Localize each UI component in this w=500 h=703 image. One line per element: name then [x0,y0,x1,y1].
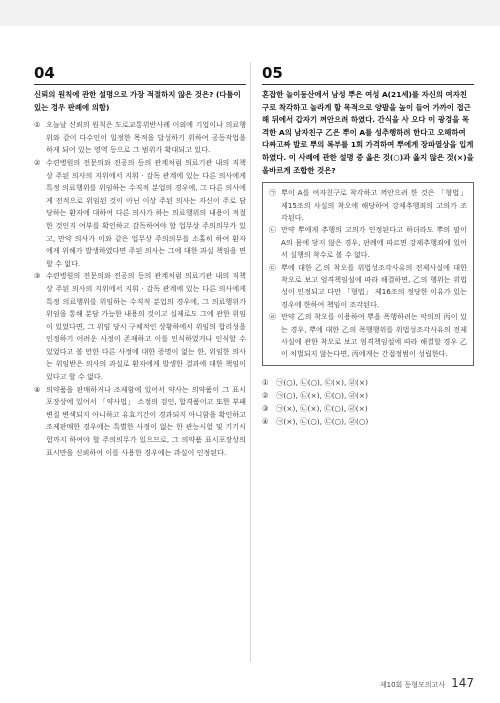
statement-c [269,262,467,312]
answer-text: ㉠(○), ㉡(○), ㉢(×), ㉣(×) [276,377,369,387]
option-number: ③ [34,271,41,281]
statement-d [269,311,467,361]
question-number-underline [34,84,246,85]
question-stem: 혼잡한 놀이동산에서 남성 뿌은 여성 A(21세)를 자신의 여자친구로 착각하고 놀라게 할 목적으로 양팔을 높이 들어 가까이 접근해 뒤에서 갑자기 껴안으려 하였다. 간식을 사 오다 이 광경을 목격한 A의 남자친구 乙은 뿌이 A를 성추행하려 한다고 오해하여 다짜고짜 발로 뿌의 복부를 1회 가격하여 뿌에게 장파열상을 입게 하였다. 이 사례에 관한 설명 중 옳은 것(○)과 옳지 않은 것(×)을 올바르게 조합한 것은? [262,90,474,175]
statement-text: 만약 乙의 착오를 이용하여 뿌을 폭행하려는 악의의 丙이 있는 경우, 뿌에 대한 乙의 폭행행위를 위법성조각사유의 전제사실에 관한 착오로 보고 엄격책임설에 따라 해결할 경우 乙이 처벌되지 않는다면, 丙에게는 간접정범이 성립한다. [281,312,467,359]
answer-number: ④ [262,416,269,426]
answer-choice-4 [262,415,474,428]
answer-number: ② [262,390,269,400]
option-number: ② [34,157,41,167]
answer-choice-3 [262,402,474,415]
statement-text: 뿌이 A를 여자친구로 착각하고 껴안으려 한 것은 「형법」 제15조의 사실의 착오에 해당하여 강제추행죄의 고의가 조각된다. [281,188,467,222]
option-text: 수련병원의 전문의와 전공의 등의 관계처럼 의료기관 내의 직책상 주된 의사의 지위에서 지휘 · 감독 관계에 있는 다른 의사에게 특정 의료행위를 위임하는 수직적 분업의 경우에, 그 다른 의사에게 전적으로 위임된 것이 아닌 이상 주된 의사는 자신이 주로 담당하는 환자에 대하여 다른 의사가 하는 의료행위의 내용이 적절한 것인지 여부를 확인하고 감독하여야 할 업무상 주의의무가 있고, 만약 의사가 이와 같은 업무상 주의의무를 소홀히 하여 환자에게 위해가 발생하였다면 주된 의사는 그에 대한 과실 책임을 면할 수 없다. [46,157,246,268]
option-4 [34,384,246,460]
answer-number: ③ [262,403,269,413]
statement-b [269,224,467,261]
question-04 [34,64,246,459]
statement-a [269,187,467,224]
question-number: 04 [34,64,55,82]
question-number: 05 [262,64,283,82]
answer-text: ㉠(×), ㉡(○), ㉢(○), ㉣(○) [276,416,369,426]
question-stem: 신뢰의 원칙에 관한 설명으로 가장 적절하지 않은 것은? (다툼이 있는 경우 판례에 의함) [34,90,241,112]
answer-choice-2 [262,389,474,402]
statement-mark: ㉠ [269,188,277,198]
option-text: 의약품을 판매하거나 조제함에 있어서 약사는 의약품이 그 표시포장상에 있어서 「약사법」 소정의 검인, 합격품이고 또한 부패 변질 변색되지 아니하고 유효기간이 경과되지 아니함을 확인하고 조제판매한 경우에는 특별한 사정이 없는 한 관능시험 및 기기시험까지 하여야 할 주의의무가 있으므로, 그 의약품 표시포장상의 표시만을 신뢰하여 이를 사용한 경우에는 과실이 인정된다. [46,384,246,457]
option-3 [34,270,246,383]
answer-number: ① [262,377,269,387]
answer-text: ㉠(×), ㉡(×), ㉢(○), ㉣(×) [276,403,368,413]
option-text: 수련병원의 전문의와 전공의 등의 관계처럼 의료기관 내의 직책상 주된 의사의 지위에서 지휘 · 감독 관계에 있는 다른 의사에게 특정 의료행위를 위임하는 수직적 분업의 경우에, 그 의료행위가 위임을 통해 분담 가능한 내용의 것이고 실제로도 그에 관한 위임이 있었다면, 그 위임 당시 구체적인 상황하에서 위임의 합리성을 인정하기 어려운 사정이 존재하고 이를 인식하였거나 인식할 수 있었다고 볼 만한 다른 사정에 대한 증명이 없는 한, 위임한 의사는 위임받은 의사의 과실로 환자에게 발생한 결과에 대한 책임이 있다고 할 수 없다. [46,271,246,382]
statement-mark: ㉣ [269,312,277,322]
question-05 [262,64,474,428]
top-header-band [0,0,500,26]
statement-text: 만약 뿌에게 추행의 고의가 인정된다고 하더라도 뿌의 팔이 A의 몸에 닿지 않은 경우, 판례에 따르면 강제추행죄에 있어서 실행의 착수로 볼 수 없다. [281,225,467,260]
page-number: 147 [451,676,474,690]
option-1 [34,119,246,157]
option-text: 오늘날 신뢰의 원칙은 도로교통위반사례 이외에 기업이나 의료행위와 같이 다수인이 일정한 목적을 달성하기 위하여 공동작업을 하게 되어 있는 영역 등으로 그 범위가 확대되고 있다. [46,120,246,155]
option-number: ① [34,120,41,130]
option-number: ④ [34,384,41,394]
answer-text: ㉠(○), ㉡(×), ㉢(○), ㉣(×) [276,390,369,400]
question-number-underline [262,84,474,85]
answer-choice-1 [262,376,474,389]
column-divider [250,62,251,662]
statement-mark: ㉡ [269,225,277,235]
statement-box [262,182,474,366]
option-2 [34,157,246,270]
statement-mark: ㉢ [269,262,277,272]
page-footer [380,676,474,690]
statement-text: 뿌에 대한 乙의 착오를 위법성조각사유의 전제사실에 대한 착오로 보고 엄격책임설에 따라 해결하면, 乙의 행위는 위법성이 인정되고 다만 「형법」 제16조의 정당한 이유가 있는 경우에 한하여 책임이 조각된다. [281,262,467,309]
exam-title: 제10회 동형모의고사 [379,681,446,689]
